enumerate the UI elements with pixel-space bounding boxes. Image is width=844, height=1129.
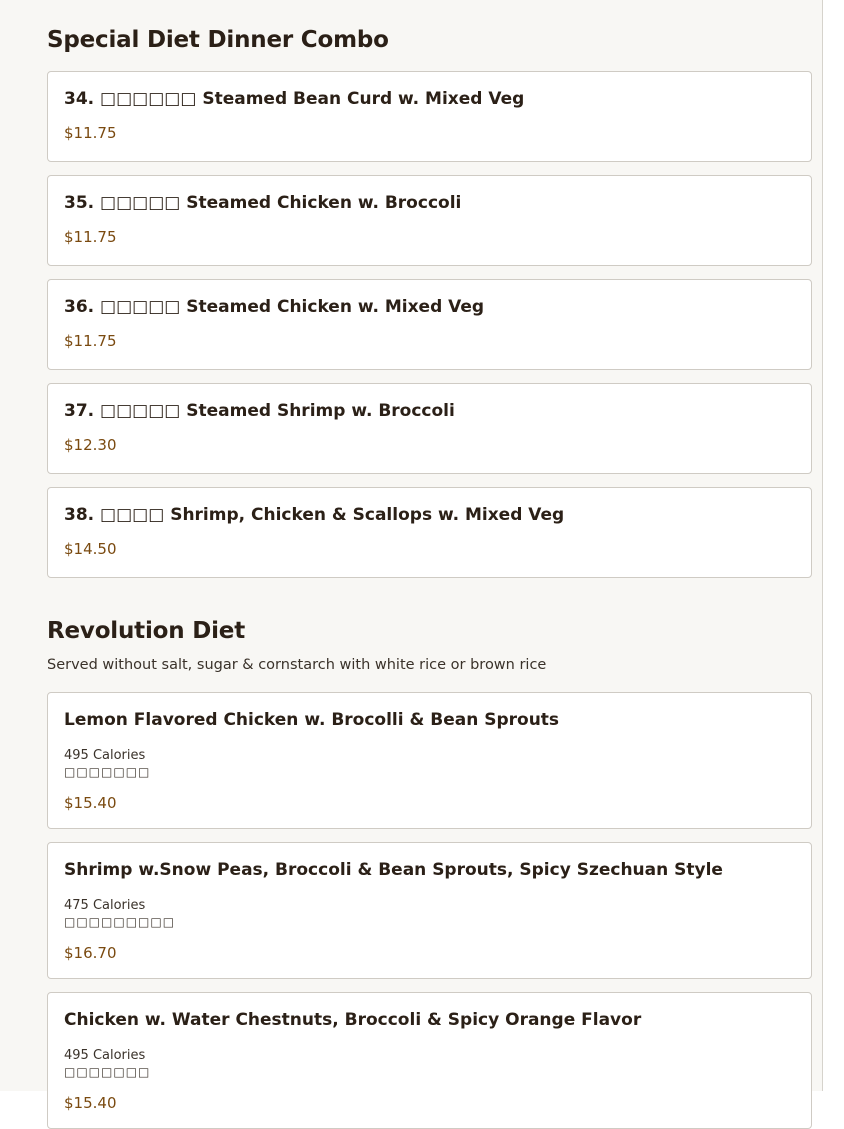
item-price: $12.30 [64,436,117,454]
menu-item-card[interactable] [47,842,812,979]
item-price: $11.75 [64,124,117,142]
menu-section-special-diet-dinner-combo [47,0,812,578]
item-name: 38. □□□□ Shrimp, Chicken & Scallops w. Mixed Veg [64,505,565,525]
item-name: 34. □□□□□□ Steamed Bean Curd w. Mixed Veg [64,89,525,109]
item-subtitle: □□□□□□□ [64,1065,151,1079]
item-price: $15.40 [64,1094,117,1112]
item-name: 35. □□□□□ Steamed Chicken w. Broccoli [64,193,462,213]
item-price: $11.75 [64,228,117,246]
item-name: Chicken w. Water Chestnuts, Broccoli & Spicy Orange Flavor [64,1010,642,1030]
menu-item-card[interactable] [47,71,812,162]
item-price: $15.40 [64,794,117,812]
menu-item-card[interactable] [47,175,812,266]
menu-item-card[interactable] [47,383,812,474]
item-price: $14.50 [64,540,117,558]
section-description: Served without salt, sugar & cornstarch with white rice or brown rice [47,657,547,673]
item-calories: 495 Calories [64,748,146,763]
menu-item-card[interactable] [47,279,812,370]
item-name: 36. □□□□□ Steamed Chicken w. Mixed Veg [64,297,485,317]
section-title: Revolution Diet [47,618,245,644]
item-name: Lemon Flavored Chicken w. Brocolli & Bean Sprouts [64,710,560,730]
item-price: $11.75 [64,332,117,350]
menu-section-revolution-diet [47,591,812,1129]
item-name: 37. □□□□□ Steamed Shrimp w. Broccoli [64,401,455,421]
item-subtitle: □□□□□□□□□ [64,915,176,929]
item-calories: 495 Calories [64,1048,146,1063]
menu-item-card[interactable] [47,992,812,1129]
item-price: $16.70 [64,944,117,962]
menu-item-card[interactable] [47,487,812,578]
menu-item-card[interactable] [47,692,812,829]
item-name: Shrimp w.Snow Peas, Broccoli & Bean Sprouts, Spicy Szechuan Style [64,860,723,880]
item-subtitle: □□□□□□□ [64,765,151,779]
item-calories: 475 Calories [64,898,146,913]
section-title: Special Diet Dinner Combo [47,27,389,53]
